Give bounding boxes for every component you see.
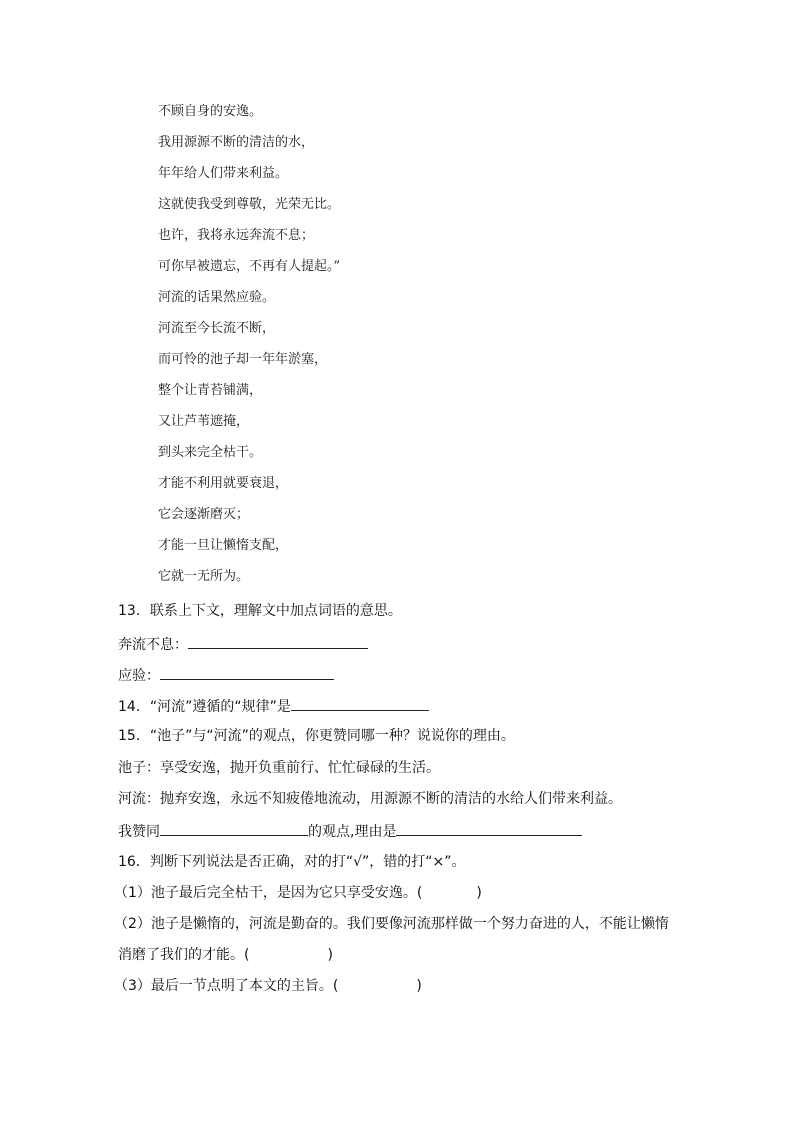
poem-line: 这就使我受到尊敬，光荣无比。 bbox=[158, 197, 341, 212]
poem-line: 整个让青苔铺满， bbox=[158, 383, 263, 398]
poem-line: 不顾自身的安逸。 bbox=[158, 104, 263, 119]
term-label: 应验： bbox=[118, 668, 160, 684]
statement-2-line-2 bbox=[118, 946, 333, 964]
statement-3-text: （3）最后一节点明了本文的主旨。( bbox=[114, 978, 339, 994]
statement-3 bbox=[114, 977, 422, 995]
paren-close: ) bbox=[327, 947, 333, 963]
statement-1 bbox=[114, 884, 482, 902]
answer-blank[interactable] bbox=[188, 634, 368, 649]
poem-line: 河流至今长流不断， bbox=[158, 321, 276, 336]
poem-line: 而可怜的池子却一年年淤塞， bbox=[158, 352, 328, 367]
poem-line: 年年给人们带来利益。 bbox=[158, 166, 289, 181]
river-viewpoint: 河流：抛弃安逸，永远不知疲倦地流动，用源源不断的清洁的水给人们带来利益。 bbox=[118, 791, 622, 807]
paren-close: ) bbox=[416, 978, 422, 994]
poem-line: 我用源源不断的清洁的水， bbox=[158, 135, 315, 150]
paren-close: ) bbox=[476, 885, 482, 901]
poem-line: 才能不利用就要衰退， bbox=[158, 476, 289, 491]
poem-line: 河流的话果然应验。 bbox=[158, 290, 276, 305]
pond-viewpoint: 池子：享受安逸，抛开负重前行、忙忙碌碌的生活。 bbox=[118, 760, 440, 776]
poem-line: 可你早被遗忘，不再有人提起。” bbox=[158, 259, 341, 274]
answer-blank[interactable] bbox=[291, 696, 429, 711]
question-13-title: 13．联系上下文，理解文中加点词语的意思。 bbox=[118, 603, 402, 619]
question-13-item-2 bbox=[118, 665, 334, 685]
statement-2-line-1: （2）池子是懒惰的，河流是勤奋的。我们要像河流那样做一个努力奋进的人，不能让懒惰 bbox=[114, 916, 669, 932]
question-16-title: 16．判断下列说法是否正确，对的打“√”，错的打“×”。 bbox=[118, 854, 466, 870]
poem-line: 到头来完全枯干。 bbox=[158, 445, 263, 460]
poem-line: 它会逐渐磨灭； bbox=[158, 507, 250, 522]
statement-1-text: （1）池子最后完全枯干，是因为它只享受安逸。( bbox=[114, 885, 423, 901]
term-label: 奔流不息： bbox=[118, 637, 188, 653]
question-15-title: 15．“池子”与“河流”的观点，你更赞同哪一种？说说你的理由。 bbox=[118, 728, 515, 744]
answer-blank[interactable] bbox=[160, 665, 334, 680]
answer-blank[interactable] bbox=[396, 821, 582, 836]
question-14 bbox=[118, 696, 429, 716]
question-14-title: 14．“河流”遵循的“规律”是 bbox=[118, 699, 291, 715]
poem-line: 也许，我将永远奔流不息； bbox=[158, 228, 315, 243]
answer-blank[interactable] bbox=[160, 821, 308, 836]
agree-middle: 的观点,理由是 bbox=[308, 824, 397, 840]
question-15-answer bbox=[118, 821, 582, 841]
poem-line: 又让芦苇遮掩， bbox=[158, 414, 250, 429]
poem-line: 才能一旦让懒惰支配， bbox=[158, 538, 289, 553]
poem-line: 它就一无所为。 bbox=[158, 569, 250, 584]
statement-2-text: 消磨了我们的才能。( bbox=[118, 947, 250, 963]
agree-prefix: 我赞同 bbox=[118, 824, 160, 840]
question-13-item-1 bbox=[118, 634, 368, 654]
